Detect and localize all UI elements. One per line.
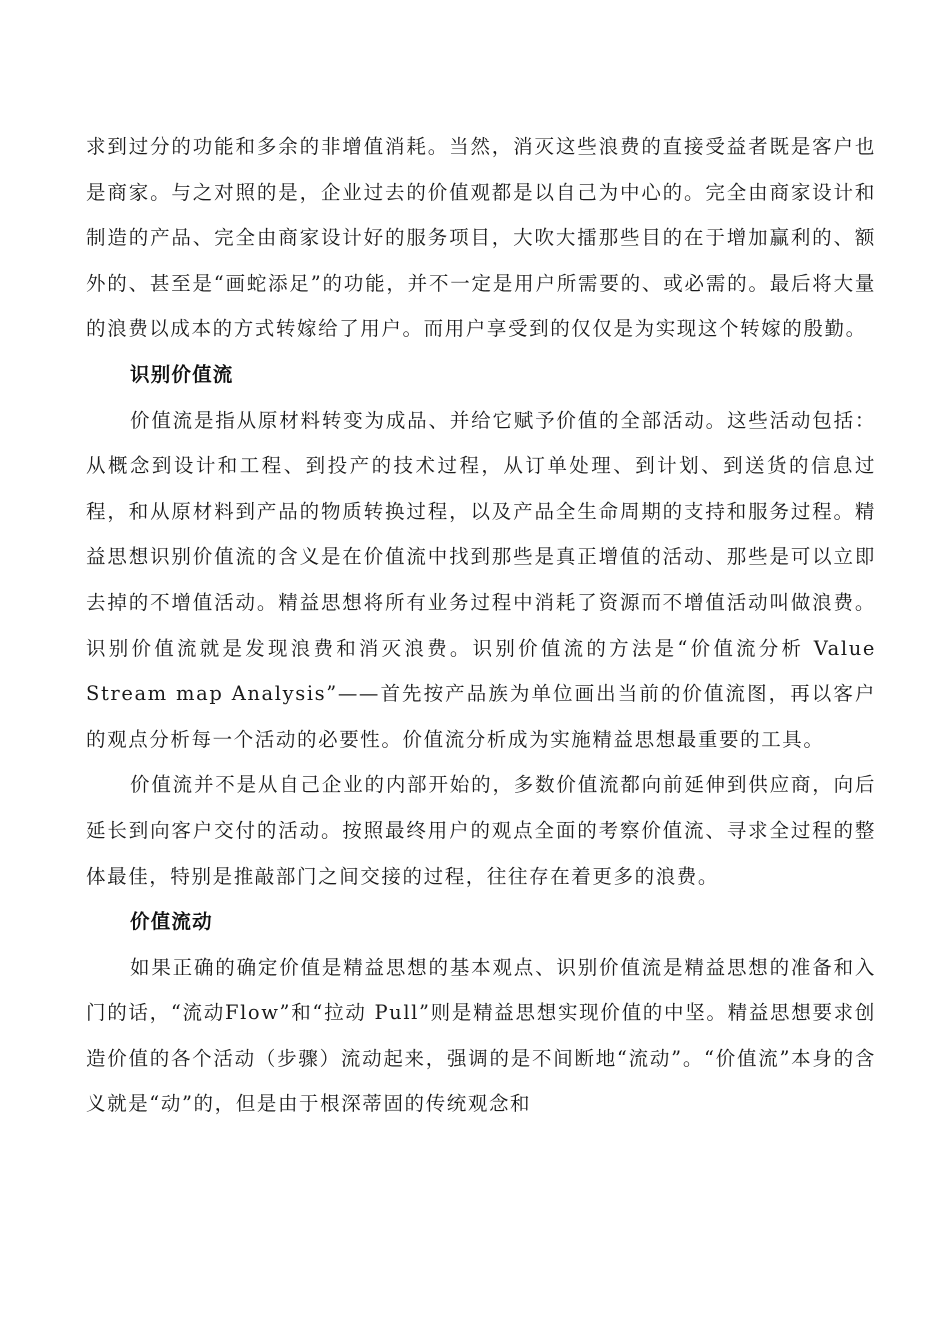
document-body [86, 124, 876, 1127]
paragraph-continued: 求到过分的功能和多余的非增值消耗。当然，消灭这些浪费的直接受益者既是客户也是商家。与之对照的是，企业过去的价值观都是以自己为中心的。完全由商家设计和制造的产品、完全由商家设计好的服务项目，大吹大擂那些目的在于增加赢利的、额外的、甚至是“画蛇添足”的功能，并不一定是用户所需要的、或必需的。最后将大量的浪费以成本的方式转嫁给了用户。而用户享受到的仅仅是为实现这个转嫁的殷勤。 [86, 135, 876, 341]
paragraph-value-stream-definition: 价值流是指从原材料转变为成品、并给它赋予价值的全部活动。这些活动包括：从概念到设计和工程、到投产的技术过程，从订单处理、到计划、到送货的信息过程，和从原材料到产品的物质转换过程，以及产品全生命周期的支持和服务过程。精益思想识别价值流的含义是在价值流中找到那些是真正增值的活动、那些是可以立即去掉的不增值活动。精益思想将所有业务过程中消耗了资源而不增值活动叫做浪费。识别价值流就是发现浪费和消灭浪费。识别价值流的方法是“价值流分析 Value Stream map Analysis”——首先按产品族为单位画出当前的价值流图，再以客户的观点分析每一个活动的必要性。价值流分析成为实施精益思想最重要的工具。 [86, 408, 876, 751]
section-heading-value-flow: 价值流动 [130, 910, 213, 934]
section-heading-value-stream: 识别价值流 [130, 362, 234, 386]
paragraph-value-flow: 如果正确的确定价值是精益思想的基本观点、识别价值流是精益思想的准备和入门的话，“流动Flow”和“拉动 Pull”则是精益思想实现价值的中坚。精益思想要求创造价值的各个活动（步骤）流动起来，强调的是不间断地“流动”。“价值流”本身的含义就是“动”的，但是由于根深蒂固的传统观念和 [86, 955, 876, 1116]
paragraph-value-stream-scope: 价值流并不是从自己企业的内部开始的，多数价值流都向前延伸到供应商，向后延长到向客户交付的活动。按照最终用户的观点全面的考察价值流、寻求全过程的整体最佳，特别是推敲部门之间交接的过程，往往存在着更多的浪费。 [86, 773, 876, 888]
